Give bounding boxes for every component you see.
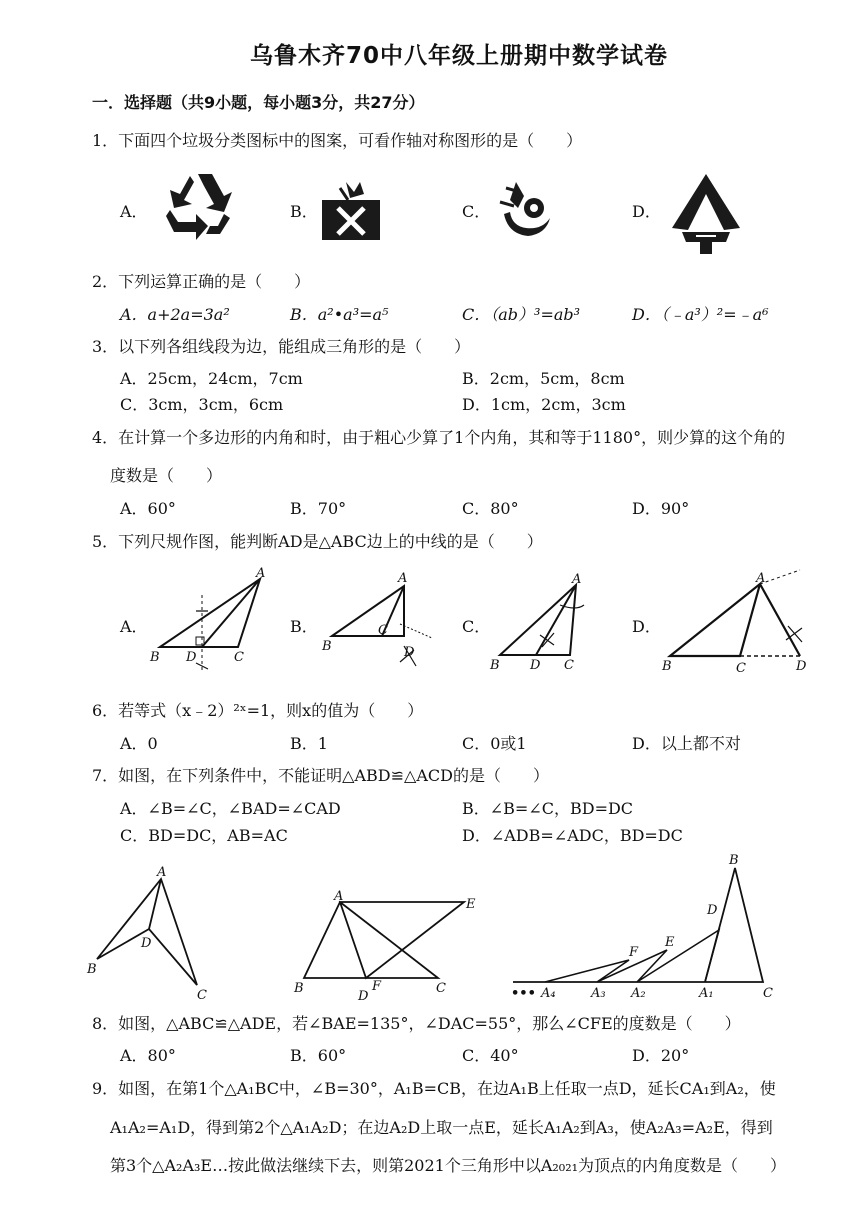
svg-text:C: C <box>378 623 388 638</box>
fig8-label-a: A <box>334 889 344 904</box>
fig9-label-d: D <box>707 903 718 918</box>
q2-option-a: A．a+2a=3a² <box>120 305 230 324</box>
svg-text:A: A <box>256 566 266 581</box>
question-9-line2: A₁A₂=A₁D，得到第2个△A₁A₂D；在边A₂D上取一点E，延长A₁A₂到A₃，使A₂A₃=A₂E，得到 <box>110 1118 773 1137</box>
question-2-stem: 2．下列运算正确的是（ ） <box>92 272 311 291</box>
fig7-label-d: D <box>141 936 152 951</box>
q1-option-c-label: C． <box>462 202 491 221</box>
q1-option-b-label: B． <box>290 202 318 221</box>
q8-option-c: C．40° <box>462 1046 519 1065</box>
fig9-label-a4: A₄ <box>541 986 556 1001</box>
question-4-stem-line1: 4．在计算一个多边形的内角和时，由于粗心少算了1个内角，其和等于1180°，则少算的这个角的 <box>92 428 786 447</box>
svg-text:A: A <box>398 571 408 586</box>
fig8-label-b: B <box>294 981 304 996</box>
q3-option-a: A．25cm，24cm，7cm <box>120 369 303 388</box>
q7-option-c: C．BD=DC，AB=AC <box>120 826 288 845</box>
fig8-label-c: C <box>436 981 446 996</box>
svg-text:B: B <box>490 658 500 673</box>
question-1-stem: 1．下面四个垃圾分类图标中的图案，可看作轴对称图形的是（ ） <box>92 131 583 150</box>
q7-option-b: B．∠B=∠C，BD=DC <box>462 799 634 818</box>
food-waste-icon <box>494 178 554 242</box>
q5-option-c-label: C． <box>462 617 491 636</box>
svg-text:C: C <box>234 650 244 665</box>
q5-figure-d <box>660 568 820 678</box>
fig8-label-f: F <box>372 979 382 994</box>
fig9-label-b: B <box>729 853 739 868</box>
q7-option-d: D．∠ADB=∠ADC，BD=DC <box>462 826 683 845</box>
figure-q7 <box>85 865 215 1005</box>
fig9-label-a1: A₁ <box>699 986 714 1001</box>
section-heading: 一．选择题（共9小题，每小题3分，共27分） <box>92 93 425 112</box>
page-title: 乌鲁木齐70中八年级上册期中数学试卷 <box>250 43 669 69</box>
q3-option-c: C．3cm，3cm，6cm <box>120 395 284 414</box>
q6-option-c: C．0或1 <box>462 734 527 753</box>
q6-option-d: D．以上都不对 <box>632 734 741 753</box>
q2-option-d: D．（﹣a³）²=﹣a⁶ <box>632 305 769 324</box>
svg-text:B: B <box>150 650 160 665</box>
q4-option-b: B．70° <box>290 499 347 518</box>
fig8-label-d: D <box>358 989 369 1004</box>
fig7-label-a: A <box>157 865 167 880</box>
q8-option-a: A．80° <box>120 1046 176 1065</box>
recycle-icon <box>160 170 236 242</box>
fig7-label-c: C <box>197 988 207 1003</box>
q5-figure-b <box>320 570 445 675</box>
q5-option-a-label: A． <box>120 617 148 636</box>
q6-option-a: A．0 <box>120 734 158 753</box>
svg-text:D: D <box>796 659 807 674</box>
fig9-label-e: E <box>665 935 675 950</box>
svg-text:A: A <box>572 572 582 587</box>
question-4-stem-line2: 度数是（ ） <box>110 466 223 485</box>
q4-option-c: C．80° <box>462 499 519 518</box>
svg-text:B: B <box>662 659 672 674</box>
q2-option-b: B．a²•a³=a⁵ <box>290 305 389 324</box>
fig7-label-b: B <box>87 962 97 977</box>
q3-option-d: D．1cm，2cm，3cm <box>462 395 626 414</box>
fig8-label-e: E <box>466 897 476 912</box>
q2-option-c: C．（ab）³=ab³ <box>462 305 581 324</box>
q4-option-d: D．90° <box>632 499 690 518</box>
fig9-label-a3: A₃ <box>591 986 606 1001</box>
q6-option-b: B．1 <box>290 734 328 753</box>
svg-text:A: A <box>756 571 766 586</box>
other-waste-icon <box>670 172 742 256</box>
q5-option-d-label: D． <box>632 617 661 636</box>
hazardous-waste-icon <box>320 178 384 242</box>
figure-q9 <box>505 850 795 1005</box>
fig9-label-f: F <box>629 945 639 960</box>
figure-q8 <box>290 890 490 1005</box>
fig9-ellipsis: ••• <box>511 986 536 1001</box>
q1-option-a-label: A． <box>120 202 148 221</box>
q8-option-b: B．60° <box>290 1046 347 1065</box>
q5-figure-c <box>490 572 595 675</box>
question-7-stem: 7．如图，在下列条件中，不能证明△ABD≌△ACD的是（ ） <box>92 766 549 785</box>
question-8-stem: 8．如图，△ABC≌△ADE，若∠BAE=135°，∠DAC=55°，那么∠CFE的度数是（ ） <box>92 1014 741 1033</box>
fig9-label-c: C <box>763 986 773 1001</box>
question-5-stem: 5．下列尺规作图，能判断AD是△ABC边上的中线的是（ ） <box>92 532 543 551</box>
question-6-stem: 6．若等式（x﹣2）²ˣ=1，则x的值为（ ） <box>92 701 424 720</box>
question-9-line1: 9．如图，在第1个△A₁BC中，∠B=30°，A₁B=CB，在边A₁B上任取一点D，延长CA₁到A₂，使 <box>92 1079 776 1098</box>
svg-text:D: D <box>404 645 415 660</box>
q4-option-a: A．60° <box>120 499 176 518</box>
q3-option-b: B．2cm，5cm，8cm <box>462 369 625 388</box>
svg-text:B: B <box>322 639 332 654</box>
fig9-label-a2: A₂ <box>631 986 646 1001</box>
q5-option-b-label: B． <box>290 617 318 636</box>
q8-option-d: D．20° <box>632 1046 690 1065</box>
question-3-stem: 3．以下列各组线段为边，能组成三角形的是（ ） <box>92 337 471 356</box>
svg-text:C: C <box>736 661 746 676</box>
q1-option-d-label: D． <box>632 202 661 221</box>
svg-text:D: D <box>186 650 197 665</box>
q5-figure-a <box>150 565 275 675</box>
question-9-line3: 第3个△A₂A₃E…按此做法继续下去，则第2021个三角形中以A₂₀₂₁为顶点的内角度数是（ ） <box>110 1156 787 1175</box>
svg-text:D: D <box>530 658 541 673</box>
q7-option-a: A．∠B=∠C，∠BAD=∠CAD <box>120 799 341 818</box>
svg-text:C: C <box>564 658 574 673</box>
